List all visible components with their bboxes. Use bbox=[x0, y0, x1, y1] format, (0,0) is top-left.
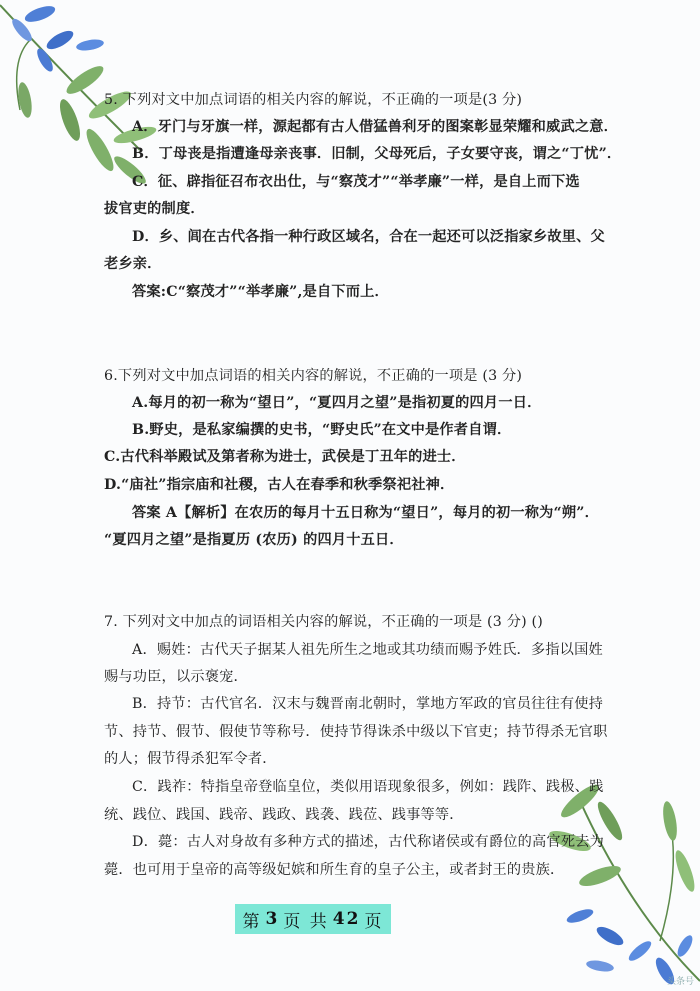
question-6-answer-line2: “夏四月之望”是指夏历 (农历) 的四月十五日． bbox=[104, 532, 404, 548]
question-7-option-a-line1: A．赐姓：古代天子据某人祖先所生之地或其功绩而赐予姓氏．多指以国姓 bbox=[132, 642, 603, 658]
current-page-number: 3 bbox=[265, 909, 280, 929]
question-6-option-a: A.每月的初一称为“望日”，“夏四月之望”是指初夏的四月一日． bbox=[132, 395, 542, 411]
question-5-answer: 答案:C“察茂才”“举孝廉”,是自下而上． bbox=[132, 284, 389, 300]
question-5-option-d-line1: D．乡、闾在古代各指一种行政区域名，合在一起还可以泛指家乡故里、父 bbox=[132, 229, 605, 245]
question-5-stem: 5. 下列对文中加点词语的相关内容的解说，不正确的一项是(3 分) bbox=[104, 92, 523, 108]
question-7-option-a-line2: 赐与功臣，以示褒宠． bbox=[104, 669, 248, 685]
question-5-option-c-line1: C．征、辟指征召布衣出仕，与“察茂才”“举孝廉”一样，是自上而下选 bbox=[132, 174, 580, 190]
question-5-option-d-line2: 老乡亲． bbox=[104, 256, 162, 272]
question-7-stem: 7. 下列对文中加点的词语相关内容的解说，不正确的一项是 (3 分) () bbox=[104, 614, 544, 630]
watermark-text: 头条号 bbox=[666, 977, 694, 987]
total-page-number: 42 bbox=[332, 909, 361, 929]
question-7-option-b-line1: B．持节：古代官名．汉末与魏晋南北朝时，掌地方军政的官员往往有使持 bbox=[132, 696, 604, 712]
question-7-option-d-line2: 薨．也可用于皇帝的高等级妃嫔和所生育的皇子公主，或者封王的贵族． bbox=[104, 862, 565, 878]
question-6-option-d: D.“庙社”指宗庙和社稷，古人在春季和秋季祭祀社神． bbox=[104, 477, 455, 493]
page-middle-text: 页 共 bbox=[283, 911, 329, 932]
question-7-option-c-line1: C．践祚：特指皇帝登临皇位，类似用语现象很多，例如：践阼、践极、践 bbox=[132, 779, 604, 795]
question-7-option-b-line2: 节、持节、假节、假使节等称号．使持节得诛杀中级以下官吏；持节得杀无官职 bbox=[104, 724, 608, 740]
question-7-option-c-line2: 统、践位、践国、践帝、践政、践袭、践莅、践事等等． bbox=[104, 807, 464, 823]
question-6-answer-line1: 答案 A【解析】在农历的每月十五日称为“望日”，每月的初一称为“朔”． bbox=[132, 505, 600, 521]
question-7-option-b-line3: 的人；假节得杀犯军令者． bbox=[104, 751, 277, 767]
question-6-option-b: B.野史，是私家编撰的史书，“野史氏”在文中是作者自谓． bbox=[132, 422, 512, 438]
question-6-option-c: C.古代科举殿试及第者称为进士，武侯是丁丑年的进士． bbox=[104, 449, 466, 465]
question-5-option-c-line2: 拔官吏的制度． bbox=[104, 201, 205, 217]
page-number-indicator bbox=[235, 904, 391, 934]
question-6-stem: 6.下列对文中加点词语的相关内容的解说，不正确的一项是 (3 分) bbox=[104, 368, 523, 384]
question-5-option-b: B．丁母丧是指遭逢母亲丧事．旧制，父母死后，子女要守丧，谓之“丁忧”． bbox=[132, 146, 622, 162]
page-prefix: 第 bbox=[242, 911, 262, 932]
question-7-option-d-line1: D．薨：古人对身故有多种方式的描述，古代称诸侯或有爵位的高官死去为 bbox=[132, 834, 604, 850]
question-5-option-a: A．牙门与牙旗一样，源起都有古人借猛兽利牙的图案彰显荣耀和威武之意． bbox=[132, 119, 618, 135]
page-suffix: 页 bbox=[364, 911, 384, 932]
